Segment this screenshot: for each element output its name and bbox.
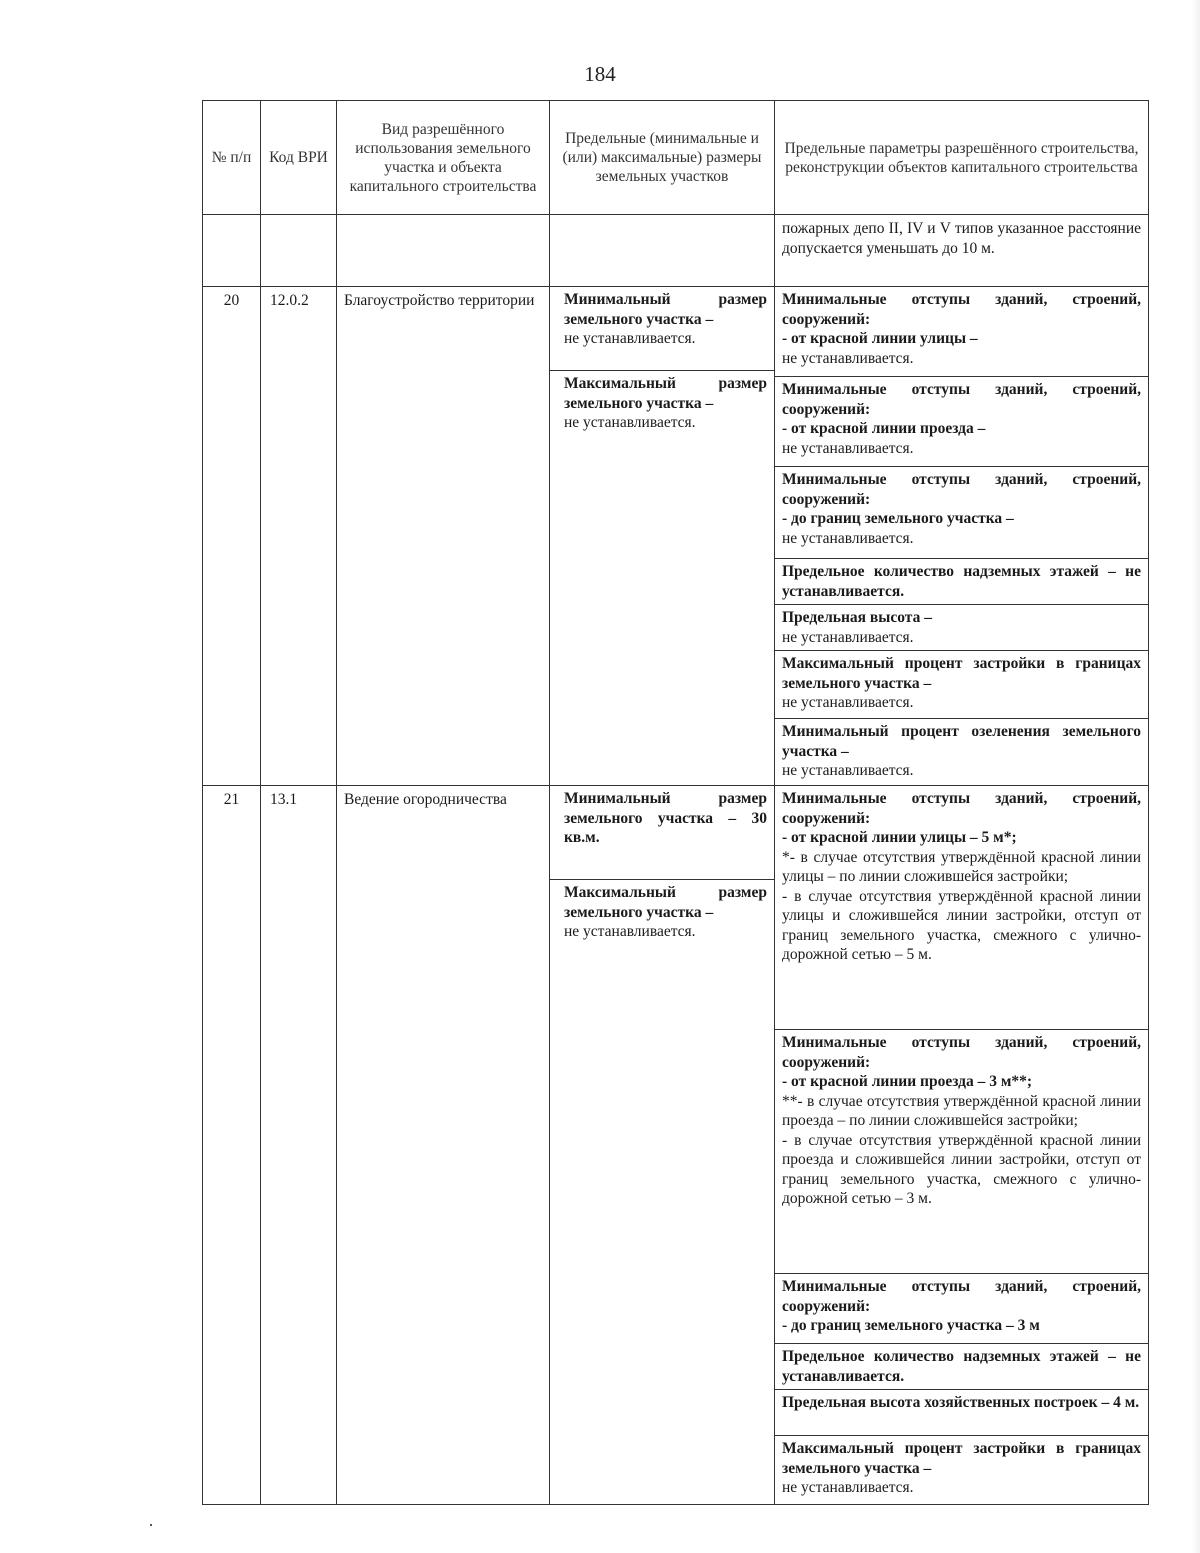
param-item <box>775 287 1148 377</box>
param-item <box>775 1274 1148 1344</box>
row-num: 20 <box>203 287 261 786</box>
param-value: не устанавливается. <box>782 529 914 547</box>
param-item <box>775 719 1148 785</box>
row-sizes <box>550 786 775 1505</box>
row-code: 13.1 <box>261 786 337 1505</box>
header-params: Предельные параметры разрешённого строительства, реконструкции объектов капитального строительства <box>775 101 1149 215</box>
param-item <box>775 377 1148 467</box>
size-head: Минимальный размер земельного участка – 30 кв.м. <box>564 790 767 846</box>
param-head: Минимальные отступы зданий, строений, сооружений: <box>782 1278 1141 1315</box>
param-head: Предельная высота хозяйственных построек – 4 м. <box>782 1394 1140 1411</box>
param-head: Минимальный процент озеленения земельного участка – <box>782 723 1141 760</box>
param-value: **- в случае отсутствия утверждённой красной линии проезда – по линии сложившейся застройки; <box>782 1092 1141 1129</box>
param-head: Минимальные отступы зданий, строений, сооружений: <box>782 381 1141 418</box>
param-item <box>775 1030 1148 1274</box>
page-number: 184 <box>584 62 616 86</box>
param-line: - от красной линии проезда – <box>782 420 986 437</box>
param-head: Минимальные отступы зданий, строений, сооружений: <box>782 471 1141 508</box>
table-header-row <box>203 101 1149 215</box>
param-head: Предельная высота – <box>782 609 932 626</box>
size-item <box>550 880 774 945</box>
param-line: - от красной линии проезда – 3 м**; <box>782 1073 1033 1090</box>
param-head: Предельное количество надземных этажей – не устанавливается. <box>782 563 1141 600</box>
header-sizes: Предельные (минимальные и (или) максимальные) размеры земельных участков <box>550 101 775 215</box>
param-item <box>775 786 1148 1030</box>
table-row <box>203 786 1149 1505</box>
header-num: № п/п <box>203 101 261 215</box>
param-item <box>775 559 1148 605</box>
param-value: не устанавливается. <box>782 1479 914 1496</box>
scan-speck <box>150 1524 152 1526</box>
param-line: - от красной линии улицы – <box>782 330 978 347</box>
param-item <box>775 1344 1148 1390</box>
row-params <box>775 287 1149 786</box>
param-value: не устанавливается. <box>782 439 914 457</box>
param-line: - до границ земельного участка – 3 м <box>782 1317 1040 1334</box>
size-value: не устанавливается. <box>564 414 696 431</box>
row-num: 21 <box>203 786 261 1505</box>
param-value: *- в случае отсутствия утверждённой красной линии улицы – по линии сложившейся застройки; <box>782 848 1141 885</box>
continuation-params: пожарных депо II, IV и V типов указанное расстояние допускается уменьшать до 10 м. <box>775 215 1149 287</box>
row-kind: Ведение огородничества <box>337 786 550 1505</box>
param-line: - до границ земельного участка – <box>782 510 1014 527</box>
size-head: Максимальный размер земельного участка – <box>564 375 767 412</box>
header-kind: Вид разрешённого использования земельного участка и объекта капитального строительства <box>337 101 550 215</box>
size-head: Максимальный размер земельного участка – <box>564 884 767 921</box>
param-value: не устанавливается. <box>782 762 914 779</box>
param-value: не устанавливается. <box>782 694 914 711</box>
size-value: не устанавливается. <box>564 923 696 940</box>
param-item <box>775 467 1148 559</box>
param-head: Минимальные отступы зданий, строений, сооружений: <box>782 790 1141 827</box>
size-item <box>550 287 774 371</box>
param-value: не устанавливается. <box>782 349 914 367</box>
size-value: не устанавливается. <box>564 330 696 347</box>
param-item <box>775 651 1148 719</box>
scan-edge-shadow <box>1192 0 1200 1553</box>
param-value: не устанавливается. <box>782 628 914 646</box>
param-head: Предельное количество надземных этажей – не устанавливается. <box>782 1348 1141 1385</box>
param-item <box>775 1390 1148 1436</box>
row-code: 12.0.2 <box>261 287 337 786</box>
row-sizes <box>550 287 775 786</box>
regulations-table <box>202 100 1149 1505</box>
param-head: Максимальный процент застройки в границах земельного участка – <box>782 655 1141 692</box>
param-head: Минимальные отступы зданий, строений, сооружений: <box>782 291 1141 328</box>
size-item <box>550 371 774 436</box>
param-line: - от красной линии улицы – 5 м*; <box>782 829 1017 846</box>
param-head: Максимальный процент застройки в границах земельного участка – <box>782 1440 1141 1477</box>
table-row-continuation <box>203 215 1149 287</box>
row-kind: Благоустройство территории <box>337 287 550 786</box>
param-item <box>775 605 1148 651</box>
header-code: Код ВРИ <box>261 101 337 215</box>
table-row <box>203 287 1149 786</box>
size-item <box>550 786 774 880</box>
row-params <box>775 786 1149 1505</box>
param-item <box>775 1436 1148 1504</box>
param-extra: - в случае отсутствия утверждённой красной линии улицы и сложившейся линии застройки, отступ от границ земельного участка, смежного с улично-дорожной сетью – 5 м. <box>782 887 1141 963</box>
size-head: Минимальный размер земельного участка – <box>564 291 767 328</box>
param-head: Минимальные отступы зданий, строений, сооружений: <box>782 1034 1141 1071</box>
param-extra: - в случае отсутствия утверждённой красной линии проезда и сложившейся линии застройки, отступ от границ земельного участка, смежного с улично-дорожной сетью – 3 м. <box>782 1131 1141 1207</box>
